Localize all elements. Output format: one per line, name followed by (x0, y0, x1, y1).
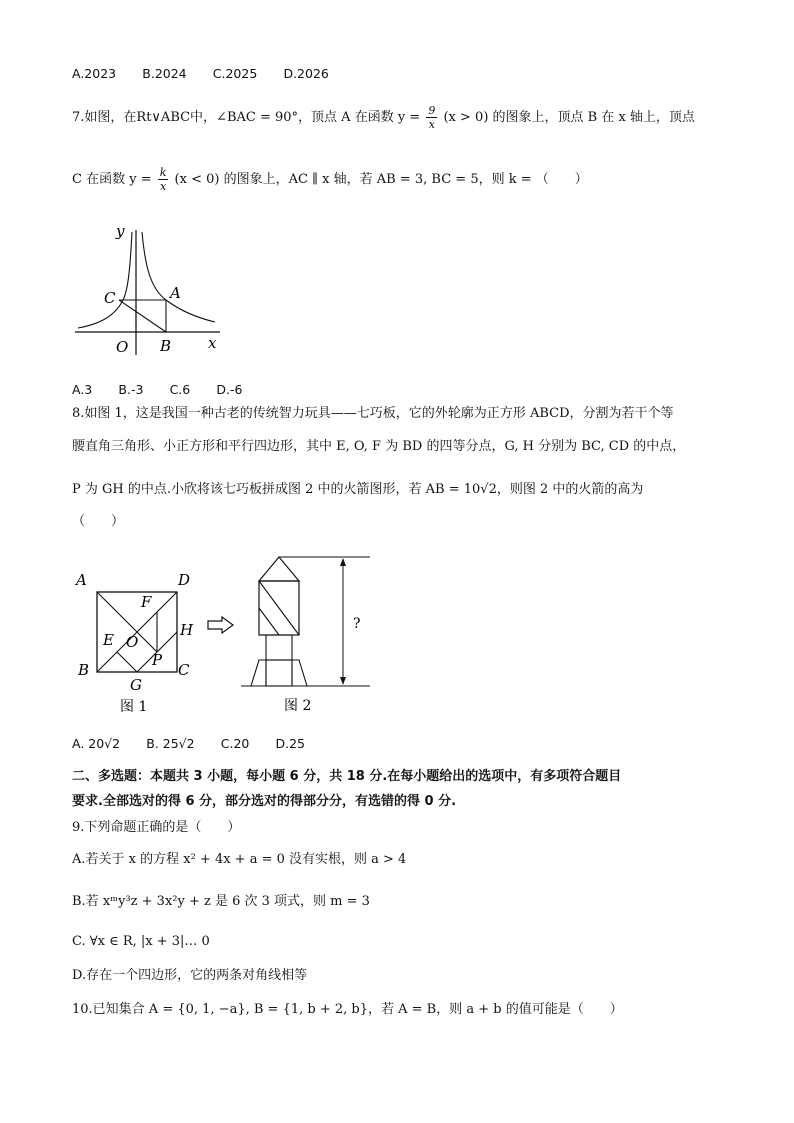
q8-figure-2 (236, 548, 386, 718)
q7-option-d: D.-6 (216, 382, 243, 397)
q8-fig1-label-e: E (103, 631, 114, 649)
section2-heading-line1: 二、多选题：本题共 3 小题，每小题 6 分，共 18 分.在每小题给出的选项中，有多项符合题目 (72, 769, 622, 784)
q8-fig1-line-ao (97, 592, 137, 632)
q7-text-2b: (x < 0) 的图象上，AC ∥ x 轴，若 AB = 3, BC = 5，则 k = （ ） (174, 172, 588, 187)
q7-stem-line1 (72, 104, 695, 131)
q7-fraction-k-over-x (158, 166, 169, 193)
q8-option-d: D.25 (275, 736, 306, 751)
q8-fig2-nose (259, 557, 299, 581)
q9-option-b: B.若 xᵐy³z + 3x²y + z 是 6 次 3 项式，则 m = 3 (72, 894, 370, 909)
q8-fig1-label-p: P (152, 651, 163, 669)
q6-option-a: A.2023 (72, 66, 117, 81)
q8-option-c: C.20 (220, 736, 250, 751)
q8-options (72, 734, 327, 755)
q10-stem: 10.已知集合 A = {0, 1, −a}, B = {1, b + 2, b}，若 A = B，则 a + b 的值可能是（ ） (72, 1002, 623, 1017)
q7-right-curve (142, 232, 215, 322)
q7-frac1-num: 9 (428, 104, 436, 117)
q8-fig2-base (266, 660, 292, 686)
q7-text-1b: (x > 0) 的图象上，顶点 B 在 x 轴上，顶点 (443, 110, 695, 125)
q8-stem-line1: 8.如图 1，这是我国一种古老的传统智力玩具——七巧板，它的外轮廓为正方形 ABCD，分割为若干个等 (72, 406, 674, 421)
q7-label-c: C (104, 289, 116, 307)
q7-stem-line2 (72, 166, 588, 193)
q7-option-c: C.6 (169, 382, 191, 397)
q8-fig1-caption: 图 1 (120, 699, 148, 715)
q8-fig2-arrow-top (340, 558, 346, 566)
q8-option-b: B. 25√2 (146, 736, 195, 751)
q7-label-y: y (116, 222, 125, 240)
q6-options (72, 64, 351, 85)
q8-fig2-left-fin (251, 660, 266, 686)
q8-fig2-caption: 图 2 (284, 698, 312, 714)
q9-option-a: A.若关于 x 的方程 x² + 4x + a = 0 没有实根，则 a > 4 (72, 852, 407, 867)
q8-fig2-arrow-bottom (340, 677, 346, 685)
q6-option-c: C.2025 (212, 66, 258, 81)
q7-frac1-den: x (428, 118, 435, 131)
q8-fig1-label-f: F (141, 593, 152, 611)
q7-options (72, 380, 264, 401)
q7-text-2a: C 在函数 y = (72, 172, 152, 187)
q8-fig1-line-eg (117, 652, 137, 672)
q8-fig1-label-d: D (178, 571, 191, 589)
section2-heading-line2: 要求.全部选对的得 6 分，部分选对的得部分分，有选错的得 0 分. (72, 794, 457, 809)
q7-left-curve (78, 232, 132, 328)
q8-fig2-body-diagonal-2 (259, 608, 279, 635)
q8-fig1-label-b: B (78, 661, 90, 679)
q7-figure (70, 220, 230, 360)
q8-fig1-label-g: G (130, 676, 142, 694)
q7-label-o: O (116, 338, 129, 356)
q7-frac2-num: k (159, 166, 167, 179)
q7-label-b: B (160, 337, 172, 355)
q8-stem-line3: P 为 GH 的中点.小欣将该七巧板拼成图 2 中的火箭图形，若 AB = 10√2，则图 2 中的火箭的高为 (72, 482, 644, 497)
q7-label-x: x (208, 334, 217, 352)
q9-stem: 9.下列命题正确的是（ ） (72, 820, 241, 835)
q7-text-1a: 7.如图，在Rt∨ABC中，∠BAC = 90°，顶点 A 在函数 y = (72, 110, 421, 125)
q8-fig1-label-o: O (126, 633, 139, 651)
q8-fig2-right-fin (292, 660, 307, 686)
q6-option-b: B.2024 (142, 66, 187, 81)
q7-label-a: A (170, 284, 181, 302)
q8-stem-line4: （ ） (72, 514, 125, 529)
q8-fig2-middle (266, 635, 292, 660)
q7-segment-cb (119, 300, 166, 332)
q8-fig2-body-diagonal-1 (259, 581, 299, 635)
q7-fraction-9-over-x (426, 104, 437, 131)
q8-fig1-label-h: H (180, 621, 194, 639)
q7-frac2-den: x (159, 180, 167, 193)
q8-fig1-label-c: C (178, 661, 190, 679)
q9-option-c: C. ∀x ∈ R, |x + 3|… 0 (72, 934, 210, 949)
q7-option-b: B.-3 (118, 382, 144, 397)
q8-stem-line2: 腰直角三角形、小正方形和平行四边形，其中 E, O, F 为 BD 的四等分点，G, H 分别为 BC, CD 的中点， (72, 439, 686, 454)
q9-option-d: D.存在一个四边形，它的两条对角线相等 (72, 968, 308, 983)
q6-option-d: D.2026 (283, 66, 329, 81)
q8-figure-1 (70, 565, 200, 715)
q8-fig1-line-op (137, 632, 157, 652)
q8-fig2-question-mark: ? (353, 616, 361, 632)
q8-option-a: A. 20√2 (72, 736, 121, 751)
q8-arrow-icon (206, 615, 236, 635)
q8-fig1-label-a: A (76, 571, 87, 589)
q7-option-a: A.3 (72, 382, 93, 397)
